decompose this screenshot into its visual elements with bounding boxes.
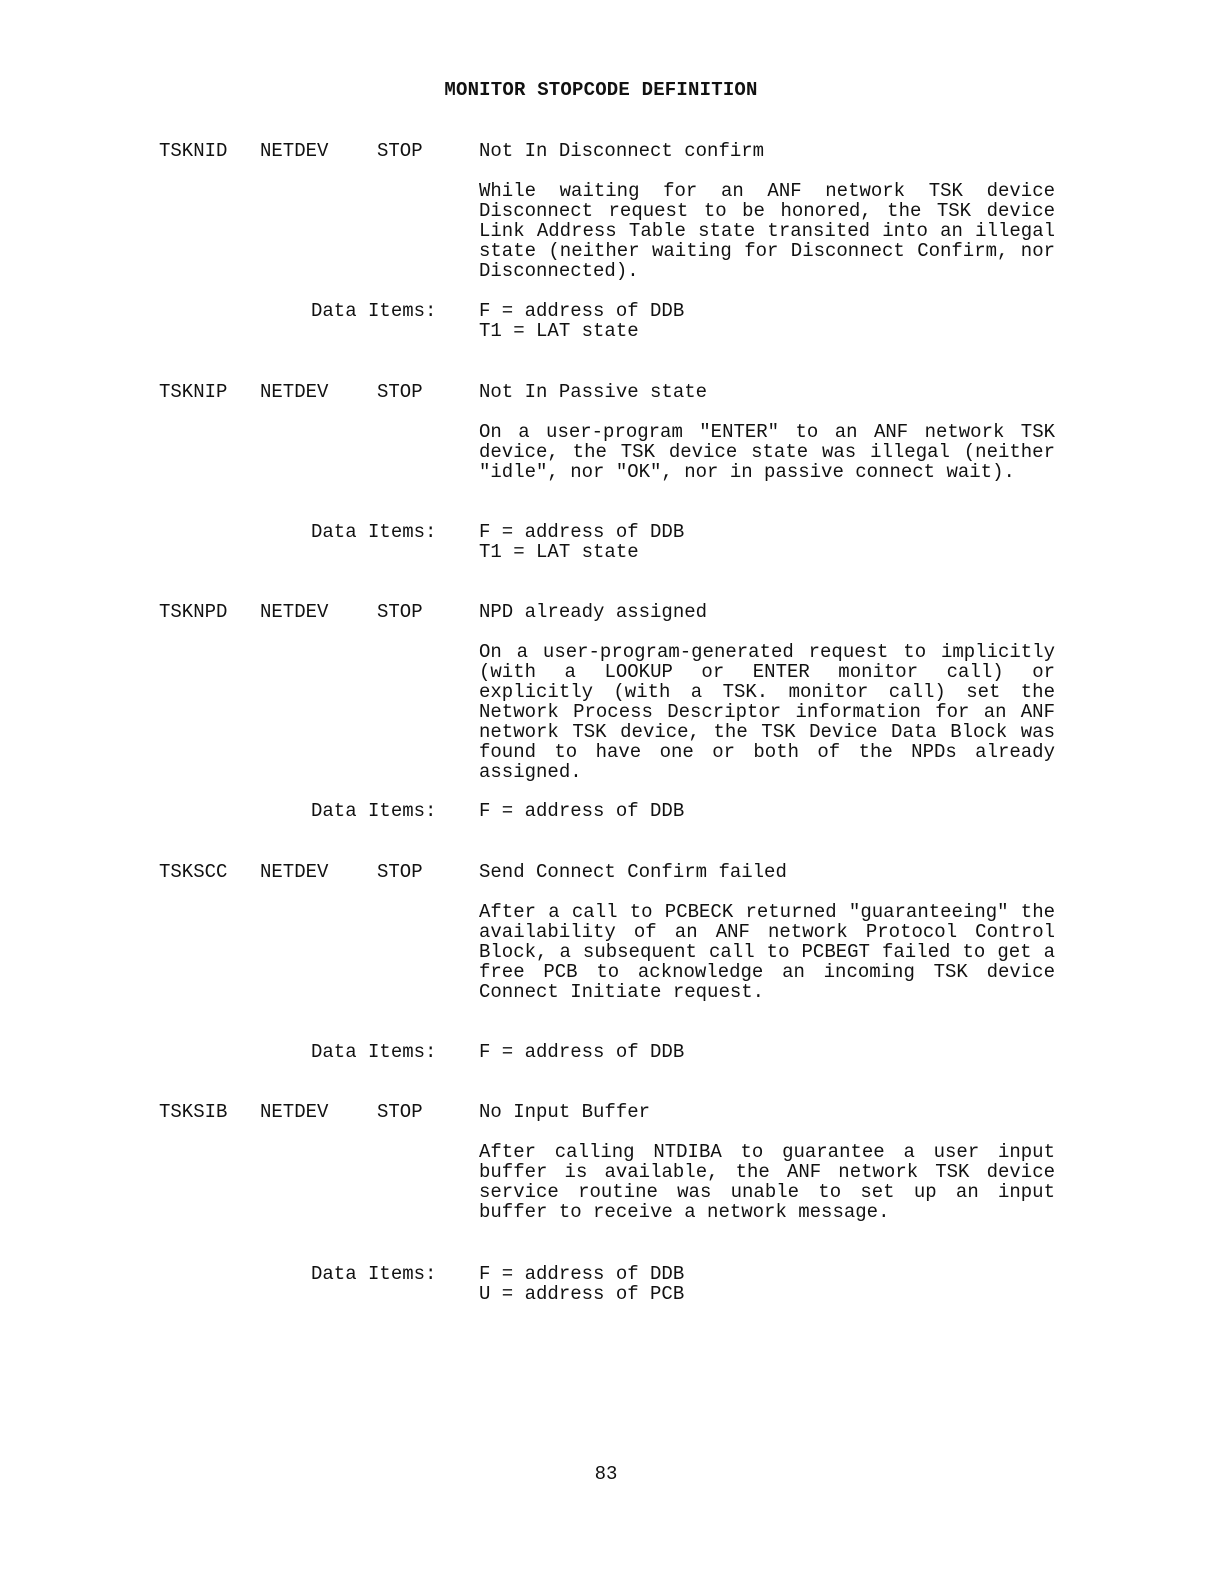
stopcode-heading: No Input Buffer: [479, 1101, 651, 1123]
data-item: F = address of DDB: [479, 800, 685, 822]
data-item: F = address of DDB: [479, 521, 685, 543]
data-item: U = address of PCB: [479, 1283, 685, 1305]
data-items-label: Data Items:: [311, 1041, 437, 1063]
data-item: F = address of DDB: [479, 300, 685, 322]
stopcode-description: After calling NTDIBA to guarantee a user input buffer is available, the ANF network TSK device service routine was unable to set up an input buffer to receive a network message.: [479, 1141, 1055, 1223]
stopcode-heading: Not In Passive state: [479, 381, 708, 403]
stopcode-type: STOP: [377, 861, 423, 883]
data-items-label: Data Items:: [311, 521, 437, 543]
stopcode-module: NETDEV: [260, 381, 329, 403]
stopcode-type: STOP: [377, 601, 423, 623]
stopcode-description: While waiting for an ANF network TSK device Disconnect request to be honored, the TSK device Link Address Table state transited into an illegal state (neither waiting for Disconnect Confirm, nor Disconnected).: [479, 180, 1055, 282]
data-items-list: [479, 801, 684, 821]
stopcode-module: NETDEV: [260, 140, 329, 162]
stopcode-name: TSKNID: [159, 140, 228, 162]
stopcode-name: TSKNIP: [159, 381, 228, 403]
data-items-list: [479, 1042, 684, 1062]
page-number: 83: [594, 1463, 618, 1485]
data-items-list: [479, 522, 684, 562]
stopcode-name: TSKSIB: [159, 1101, 228, 1123]
stopcode-heading: Not In Disconnect confirm: [479, 140, 765, 162]
data-items-label: Data Items:: [311, 1263, 437, 1285]
stopcode-type: STOP: [377, 381, 423, 403]
stopcode-name: TSKSCC: [159, 861, 228, 883]
stopcode-description: After a call to PCBECK returned "guaranteeing" the availability of an ANF network Protocol Control Block, a subsequent call to PCBEGT failed to get a free PCB to acknowledge an incoming TSK device Connect Initiate request.: [479, 901, 1055, 1003]
data-items-list: [479, 301, 684, 341]
stopcode-heading: Send Connect Confirm failed: [479, 861, 787, 883]
data-item: F = address of DDB: [479, 1041, 685, 1063]
data-item: T1 = LAT state: [479, 320, 639, 342]
stopcode-name: TSKNPD: [159, 601, 228, 623]
stopcode-module: NETDEV: [260, 1101, 329, 1123]
data-item: T1 = LAT state: [479, 541, 639, 563]
page-title: MONITOR STOPCODE DEFINITION: [444, 79, 758, 101]
stopcode-module: NETDEV: [260, 601, 329, 623]
stopcode-module: NETDEV: [260, 861, 329, 883]
stopcode-heading: NPD already assigned: [479, 601, 708, 623]
data-items-label: Data Items:: [311, 800, 437, 822]
data-item: F = address of DDB: [479, 1263, 685, 1285]
stopcode-type: STOP: [377, 1101, 423, 1123]
stopcode-description: On a user-program-generated request to implicitly (with a LOOKUP or ENTER monitor call) or explicitly (with a TSK. monitor call) set the Network Process Descriptor information for an ANF network TSK device, the TSK Device Data Block was found to have one or both of the NPDs already assigned.: [479, 641, 1055, 783]
stopcode-type: STOP: [377, 140, 423, 162]
data-items-label: Data Items:: [311, 300, 437, 322]
stopcode-description: On a user-program "ENTER" to an ANF network TSK device, the TSK device state was illegal (neither "idle", nor "OK", nor in passive connect wait).: [479, 421, 1055, 483]
data-items-list: [479, 1264, 684, 1304]
